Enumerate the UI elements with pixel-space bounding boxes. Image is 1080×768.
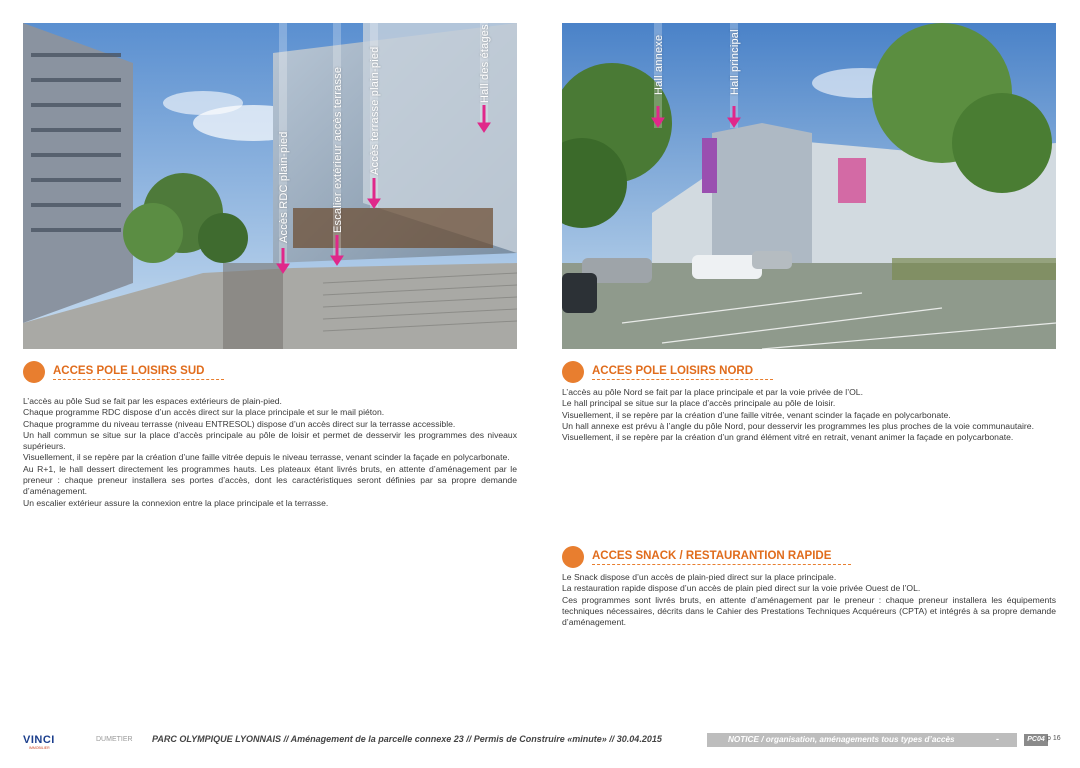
bullet-dot [562, 546, 584, 568]
vinci-logo-sub: IMMOBILIER [29, 746, 50, 750]
section-snack-title: ACCES SNACK / RESTAURANTION RAPIDE [592, 550, 851, 565]
section-sud-body [23, 396, 517, 509]
section-sud-header [23, 361, 224, 383]
paragraph: Chaque programme RDC dispose d’un accès direct sur la place principale et sur le mail piéton. [23, 407, 385, 418]
footer-code: PC04 [1024, 734, 1048, 746]
arrow-label-hall-etages: Hall des étages [479, 24, 491, 103]
paragraph: Un escalier extérieur assure la connexion entre la place principale et la terrasse. [23, 497, 329, 508]
render-pole-nord [562, 23, 1056, 349]
section-nord-title: ACCES POLE LOISIRS NORD [592, 365, 773, 380]
section-sud-title: ACCES POLE LOISIRS SUD [53, 365, 224, 380]
paragraph: Chaque programme du niveau terrasse (niveau ENTRESOL) dispose d’un accès direct sur la terrasse accessible. [23, 418, 456, 429]
paragraph: L’accès au pôle Nord se fait par la place principale et par la voie privée de l’OL. [562, 387, 863, 397]
section-snack-body [562, 572, 1056, 628]
arrow-label-hall-annexe: Hall annexe [653, 34, 665, 95]
footer-project-title: PARC OLYMPIQUE LYONNAIS // Aménagement de la parcelle connexe 23 // Permis de Construire «minute» // 30.04.2015 [152, 734, 662, 744]
section-nord-header [562, 361, 773, 383]
bullet-dot [23, 361, 45, 383]
arrow-label-hall-principal: Hall principal [729, 29, 741, 95]
render-pole-sud [23, 23, 517, 349]
paragraph: Visuellement, il se repère par la création d’une faille vitrée, venant scinder la façade en polycarbonate. [562, 409, 951, 420]
paragraph: Au R+1, le hall dessert directement les programmes hauts. Les plateaux étant livrés bruts, en attente d’aménagement par le preneur : chaque preneur installera ses portes d’accès, dont les caractéristiques seront définies par sa propre demande d’aménagement. [23, 463, 517, 497]
footer-dash: - [996, 734, 999, 744]
section-snack-header [562, 546, 851, 568]
paragraph: Visuellement, il se repère par la création d’une faille vitrée depuis le niveau terrasse, venant scinder la façade en polycarbonate. [23, 452, 510, 463]
bullet-dot [562, 361, 584, 383]
arrow-label-rdc: Accès RDC plain-pied [278, 131, 290, 243]
paragraph: Ces programmes sont livrés bruts, en attente d’aménagement par le preneur : chaque preneur installera les équipements techniques nécessaires, décrits dans le Cahier des Prestations Techniques Acquéreurs (CPTA) et intégrés à sa propre demande d’aménagement. [562, 594, 1056, 628]
paragraph: Un hall commun se situe sur la place d’accès principale au pôle de loisir et permet de desservir les programmes des niveaux supérieurs. [23, 429, 517, 452]
section-nord-body [562, 387, 1056, 443]
paragraph: Le hall principal se situe sur la place d’accès principale au pôle de loisir. [562, 398, 836, 409]
paragraph: Visuellement, il se repère par la création d’un grand élément vitré en retrait, venant animer la façade en polycarbonate. [562, 432, 1014, 443]
dumetier-logo: DUMETIER [96, 736, 133, 743]
footer-notice-text: NOTICE / organisation, aménagements tous types d’accès [728, 735, 955, 744]
paragraph: Un hall annexe est prévu à l’angle du pôle Nord, pour desservir les programmes les plus proches de la voie communautaire. [562, 420, 1034, 431]
vinci-logo: VINCI [23, 734, 55, 746]
arrow-label-terrasse: Accès terrasse plain-pied [369, 46, 381, 175]
footer-page-number: p 16 [1047, 735, 1061, 742]
paragraph: La restauration rapide dispose d’un accès de plain pied direct sur la voie privée Ouest de l’OL. [562, 583, 921, 594]
arrow-label-escalier: Escalier extérieur accès terrasse [332, 66, 344, 233]
paragraph: Le Snack dispose d’un accès de plain-pied direct sur la place principale. [562, 572, 837, 582]
paragraph: L’accès au pôle Sud se fait par les espaces extérieurs de plain-pied. [23, 396, 282, 406]
